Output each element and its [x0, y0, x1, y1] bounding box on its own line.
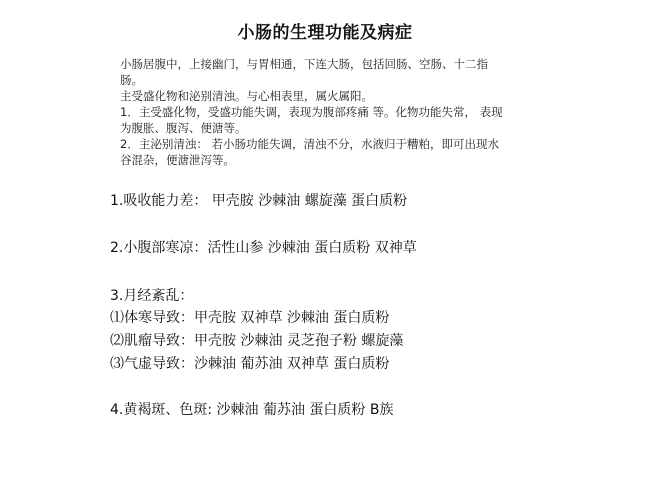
intro-paragraph: [120, 56, 560, 168]
section-lower-abdomen-cold: [110, 237, 417, 259]
sub-item-fibroid: ⑵肌瘤导致：甲壳胺 沙棘油 灵芝孢子粉 螺旋藻: [110, 333, 404, 349]
intro-line: 1．主受盛化物，受盛功能失调，表现为腹部疼痛 等。化物功能失常， 表现: [120, 105, 503, 119]
section-absorption: [110, 190, 407, 212]
intro-line: 谷混杂，便溏泄泻等。: [120, 153, 235, 167]
intro-line: 小肠居腹中，上接幽门，与胃相通，下连大肠，包括回肠、空肠、十二指: [120, 57, 488, 71]
intro-line: 主受盛化物和泌别清浊。与心相表里，属火属阳。: [120, 89, 373, 103]
intro-line: 为腹胀、腹泻、便溏等。: [120, 121, 247, 135]
intro-line: 2．主泌别清浊： 若小肠功能失调，清浊不分，水液归于糟粕，即可出现水: [120, 137, 499, 151]
section-text: 2.小腹部寒凉：活性山参 沙棘油 蛋白质粉 双神草: [110, 240, 417, 256]
sub-item-body-cold: ⑴体寒导致：甲壳胺 双神草 沙棘油 蛋白质粉: [110, 310, 390, 326]
intro-line: 肠。: [120, 73, 143, 87]
section-text: 4.黄褐斑、色斑: 沙棘油 葡苏油 蛋白质粉 B族: [110, 402, 394, 418]
sub-item-qi-deficiency: ⑶气虚导致：沙棘油 葡苏油 双神草 蛋白质粉: [110, 356, 390, 372]
section-spots: [110, 399, 393, 421]
page-title: 小肠的生理功能及病症: [237, 23, 413, 43]
section-menstrual-disorder: [110, 285, 403, 376]
section-text: 1.吸收能力差： 甲壳胺 沙棘油 螺旋藻 蛋白质粉: [110, 193, 408, 209]
section-heading: 3.月经紊乱：: [110, 288, 194, 304]
